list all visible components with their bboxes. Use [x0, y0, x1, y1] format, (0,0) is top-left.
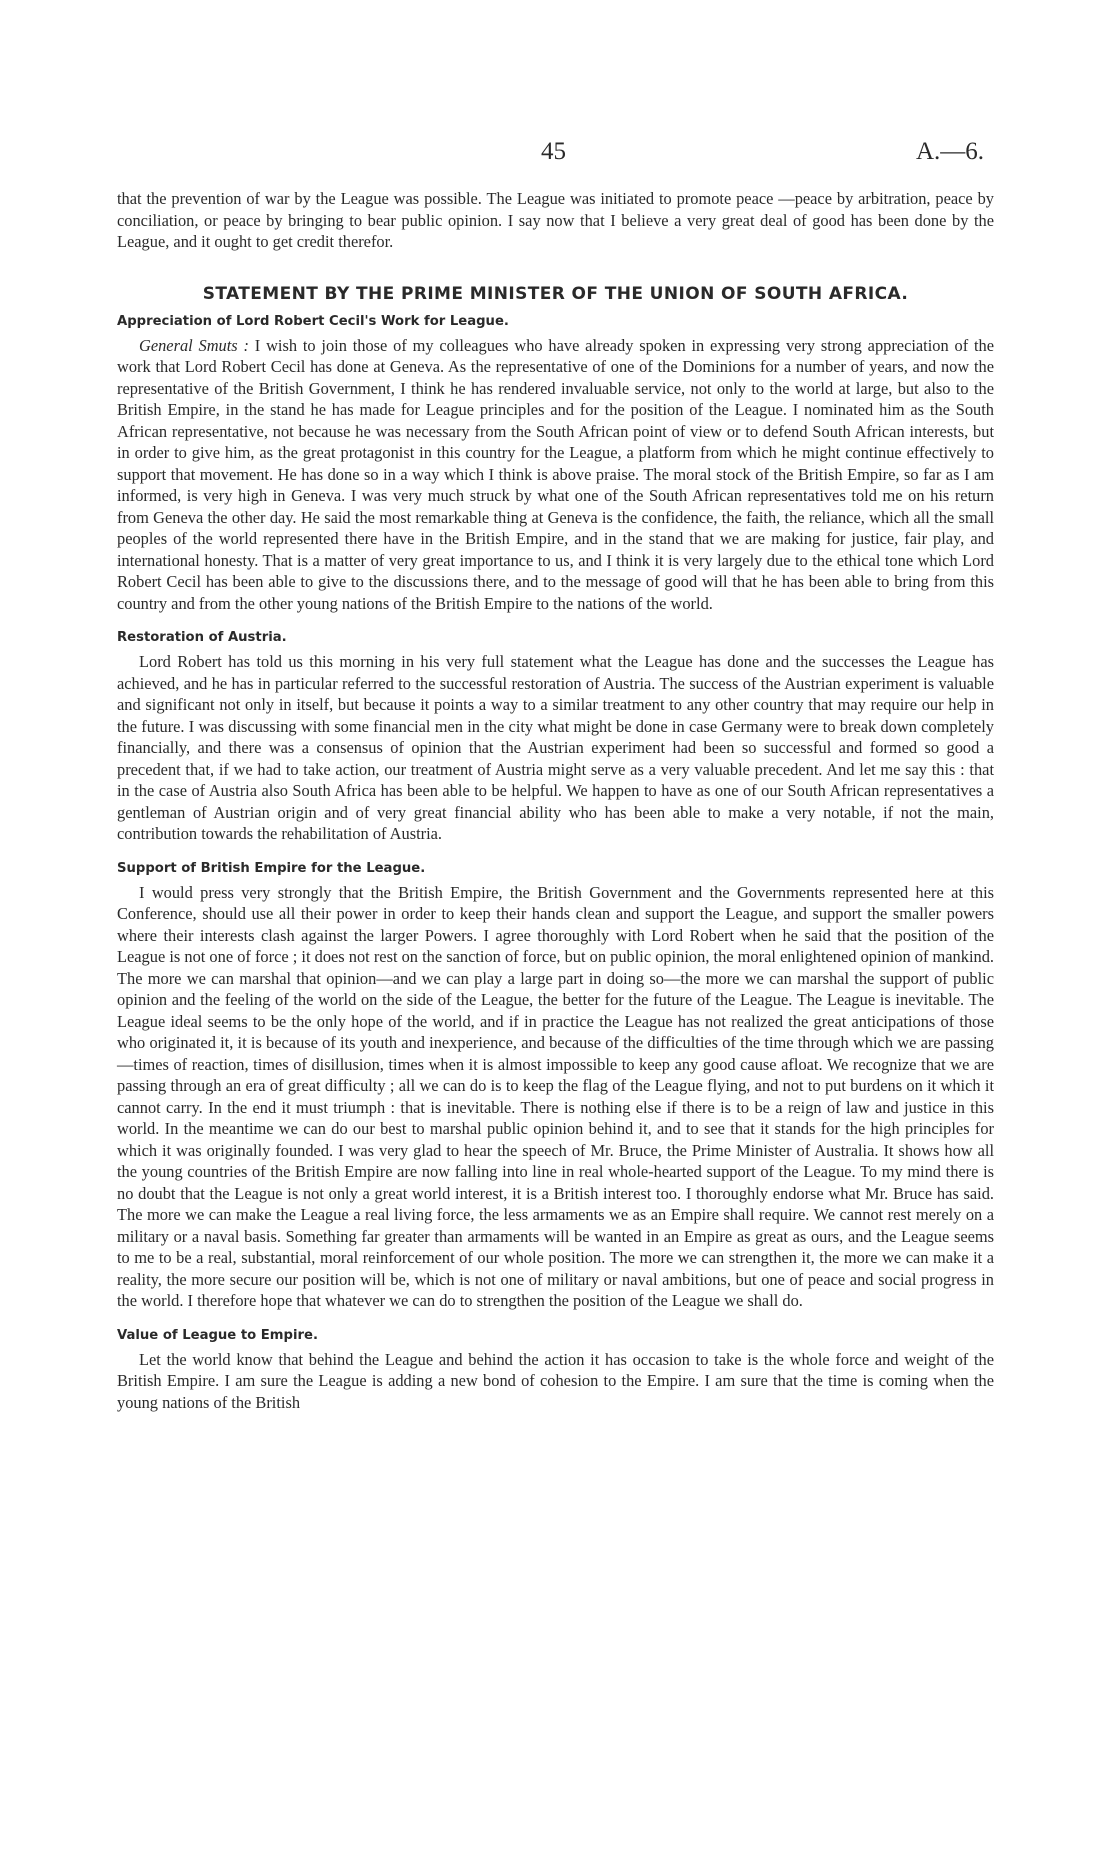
section-paragraph-empire-support: I would press very strongly that the British Empire, the British Government and the Governments represented here at this Conference, should use all their power in order to keep their hands clean and support the League, and support the smaller powers where their interests clash against the larger Powers. I agree thoroughly with Lord Robert when he said that the position of the League is not one of force ; it does not rest on the sanction of force, but on public opinion, the moral enlightened opinion of mankind. The more we can marshal that opinion—and we can play a large part in doing so—the more we can marshal the support of public opinion and the feeling of the world on the side of the League, the better for the future of the League. The League is inevitable. The League ideal seems to be the only hope of the world, and if in practice the League has not realized the great anticipations of those who originated it, it is because of its youth and inexperience, and because of the difficulties of the time through which we are passing—times of reaction, times of disillusion, times when it is almost impossible to keep any good cause afloat. We recognize that we are passing through an era of great difficulty ; all we can do is to keep the flag of the League flying, and not to put burdens on it which it cannot carry. In the end it must triumph : that is inevitable. There is nothing else if there is to be a reign of law and justice in this world. In the meantime we can do our best to marshal public opinion behind it, and to see that it stands for the high principles for which it was originally founded. I was very glad to hear the speech of Mr. Bruce, the Prime Minister of Australia. It shows how all the young countries of the British Empire are now falling into line in real whole-hearted support of the League. To my mind there is no doubt that the League is not only a great world interest, it is a British interest too. I thoroughly endorse what Mr. Bruce has said. The more we can make the League a real living force, the less armaments we as an Empire shall require. We cannot rest merely on a military or a naval basis. Something far greater than armaments will be wanted in an Empire as great as ours, and the League seems to me to be a real, substantial, moral reinforcement of our whole position. The more we can strengthen it, the more we can make it a reality, the more secure our position will be, which is not one of military or naval ambitions, but one of peace and social progress in the world. I therefore hope that whatever we can do to strengthen the position of the League we shall do.: [117, 882, 994, 1310]
intro-paragraph: that the prevention of war by the League was possible. The League was initiated to promote peace —peace by arbitration, peace by conciliation, or peace by bringing to bear public opinion. I say now that I believe a very great deal of good has been done by the League, and it ought to get credit therefor.: [117, 189, 994, 251]
section-heading-cecil: Appreciation of Lord Robert Cecil's Work for League.: [117, 313, 509, 329]
document-body: [117, 188, 994, 1413]
section-heading-empire-support: Support of British Empire for the League.: [117, 860, 426, 876]
section-heading-austria: Restoration of Austria.: [117, 630, 287, 645]
page-number: 45: [541, 138, 566, 165]
document-reference: A.—6.: [915, 138, 984, 165]
statement-title: STATEMENT BY THE PRIME MINISTER OF THE UNION OF SOUTH AFRICA.: [202, 283, 909, 304]
page-header: [0, 138, 1114, 172]
section-text-cecil: I wish to join those of my colleagues who have already spoken in expressing very strong appreciation of the work that Lord Robert Cecil has done at Geneva. As the representative of one of the Dominions for a number of years, and now the representative of the British Government, I think he has rendered invaluable service, not only to the world at large, but also to the British Empire, in the stand he has made for League principles and for the position of the League. I nominated him as the South African representative, not because he was necessary from the South African point of view or to defend South African interests, but in order to give him, as the great protagonist in this country for the League, a platform from which he might continue effectively to support that movement. He has done so in a way which I think is above praise. The moral stock of the British Empire, so far as I am informed, is very high in Geneva. I was very much struck by what one of the South African representatives told me on his return from Geneva the other day. He said the most remarkable thing at Geneva is the confidence, the faith, the reliance, which all the small peoples of the world represented there have in the British Empire, and in the stand that we are making for justice, fair play, and international honesty. That is a matter of very great importance to us, and I think it is very largely due to the ethical tone which Lord Robert Cecil has been able to give to the discussions there, and to the message of good will that he has been able to bring from this country and from the other young nations of the British Empire to the nations of the world.: [117, 335, 994, 613]
section-paragraph-austria: Lord Robert has told us this morning in his very full statement what the League has done and the successes the League has achieved, and he has in particular referred to the successful restoration of Austria. The success of the Austrian experiment is valuable and significant not only in itself, but because it points a way to a similar treatment to any other country that may require our help in the future. I was discussing with some financial men in the city what might be done in case Germany were to break down completely financially, and there was a consensus of opinion that the Austrian experiment had been so successful and formed so good a precedent that, if we had to take action, our treatment of Austria might serve as a very valuable precedent. And let me say this : that in the case of Austria also South Africa has been able to be helpful. We happen to have as one of our South African representatives a gentleman of Austrian origin and of very great financial ability who has been able to make a very notable, if not the main, contribution towards the rehabilitation of Austria.: [117, 652, 994, 843]
speaker-name: General Smuts :: [139, 335, 249, 355]
section-paragraph-league-value: Let the world know that behind the League and behind the action it has occasion to take is the whole force and weight of the British Empire. I am sure the League is adding a new bond of cohesion to the Empire. I am sure that the time is coming when the young nations of the British: [117, 1349, 994, 1412]
section-paragraph-cecil: [117, 335, 994, 615]
section-heading-league-value: Value of League to Empire.: [117, 1327, 318, 1343]
